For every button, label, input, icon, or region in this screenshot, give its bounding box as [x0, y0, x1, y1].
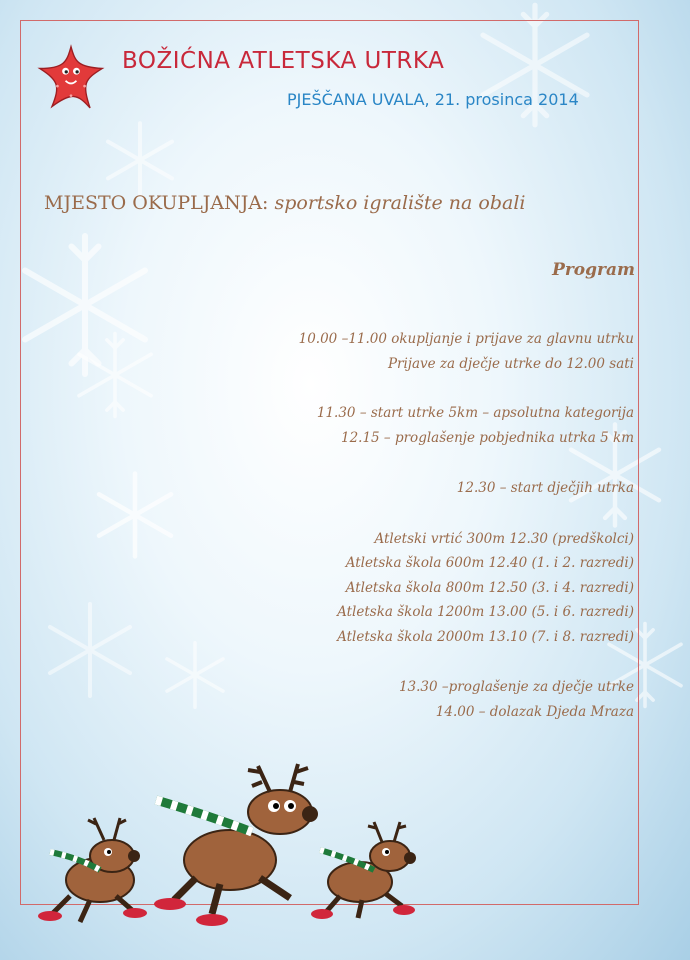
schedule-line: Atletska škola 600m 12.40 (1. i 2. razredi): [345, 555, 634, 571]
reindeer-left: [38, 818, 147, 922]
schedule-line: 12.15 – proglašenje pobjednika utrka 5 km: [340, 429, 634, 446]
program-schedule: [94, 327, 634, 724]
schedule-line: Prijave za dječje utrke do 12.00 sati: [387, 355, 634, 372]
reindeer-right: [311, 822, 416, 919]
starfish-icon: [37, 44, 105, 112]
schedule-line: 10.00 –11.00 okupljanje i prijave za glavnu utrku: [298, 331, 634, 347]
venue-label: MJESTO OKUPLJANJA:: [44, 192, 275, 214]
schedule-line: 11.30 – start utrke 5km – apsolutna kategorija: [316, 405, 634, 421]
event-title: BOŽIĆNA ATLETSKA UTRKA: [122, 48, 445, 74]
event-subtitle: PJEŠČANA UVALA, 21. prosinca 2014: [287, 90, 579, 109]
schedule-line: 12.30 – start dječjih utrka: [456, 480, 634, 496]
schedule-line: 13.30 –proglašenje za dječje utrke: [398, 679, 634, 695]
schedule-line: Atletska škola 2000m 13.10 (7. i 8. razredi): [337, 628, 634, 645]
venue-line: [44, 192, 525, 214]
schedule-line: Atletska škola 1200m 13.00 (5. i 6. razredi): [337, 604, 634, 620]
program-heading: Program: [552, 260, 635, 280]
schedule-line: Atletski vrtić 300m 12.30 (predškolci): [374, 530, 634, 547]
schedule-line: Atletska škola 800m 12.50 (3. i 4. razredi): [345, 579, 634, 596]
reindeer-centre: [154, 764, 318, 926]
schedule-line: 14.00 – dolazak Djeda Mraza: [435, 703, 634, 720]
venue-value: sportsko igralište na obali: [274, 192, 526, 214]
reindeer-illustration: [30, 760, 430, 930]
